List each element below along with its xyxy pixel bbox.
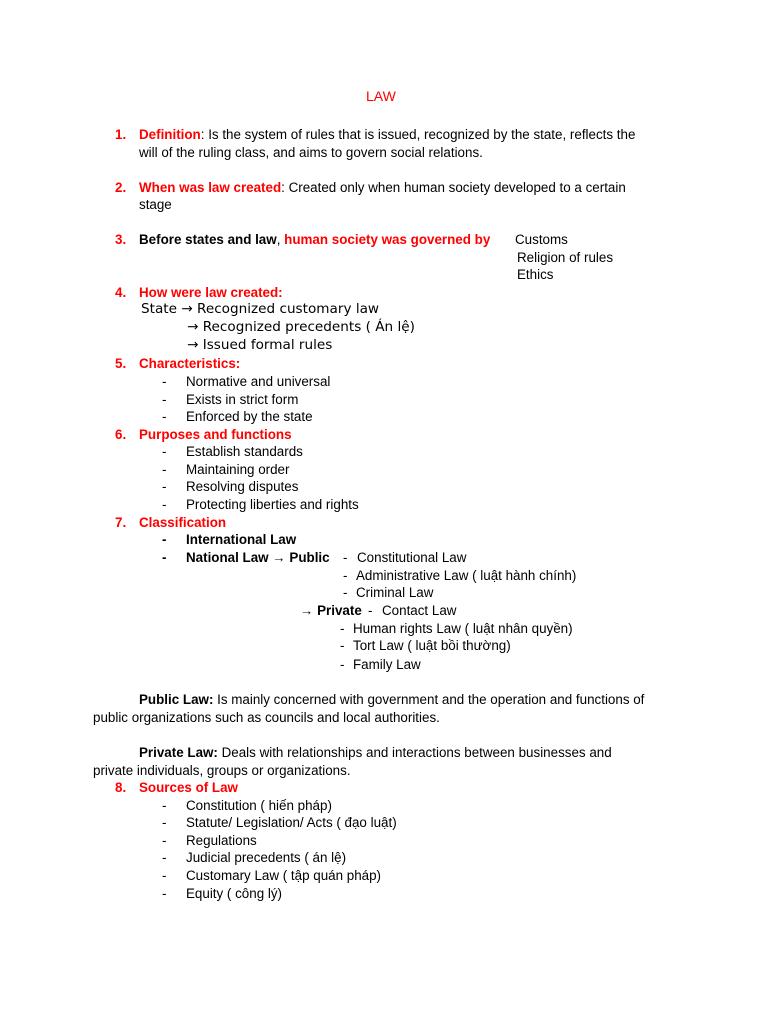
list-item: Protecting liberties and rights — [186, 497, 359, 512]
list-item: Regulations — [186, 833, 257, 848]
bold-text: Before states and law — [139, 232, 277, 247]
dash-bullet: - — [340, 621, 345, 636]
section-when-created — [139, 179, 626, 196]
section-label: How were law created: — [139, 285, 283, 300]
section-number: 6. — [115, 427, 127, 442]
section-text: : Created only when human society developed to a certain — [281, 180, 626, 195]
governance-item: Ethics — [517, 267, 554, 282]
dash-bullet: - — [162, 798, 167, 813]
public-law-item: Criminal Law — [356, 585, 434, 600]
section-number: 3. — [115, 232, 127, 247]
section-label: Classification — [139, 515, 227, 530]
dash-bullet: - — [162, 886, 167, 901]
list-item: Establish standards — [186, 444, 303, 459]
list-item: Exists in strict form — [186, 392, 299, 407]
list-item: Enforced by the state — [186, 409, 313, 424]
dash-bullet: - — [368, 603, 373, 618]
section-label: Sources of Law — [139, 780, 238, 795]
dash-bullet: - — [162, 392, 167, 407]
dash-bullet: - — [162, 550, 167, 565]
public-law-paragraph — [139, 691, 644, 708]
paragraph-label: Private Law: — [139, 745, 218, 760]
list-item: Customary Law ( tập quán pháp) — [186, 868, 382, 883]
paragraph-text: Deals with relationships and interactions between businesses and — [217, 745, 612, 760]
section-text-line: stage — [139, 197, 172, 212]
list-item: Judicial precedents ( án lệ) — [186, 850, 347, 865]
dash-bullet: - — [340, 657, 345, 672]
law-creation-line: → Recognized precedents ( Án lệ) — [187, 319, 415, 335]
paragraph-text-line: private individuals, groups or organizations. — [93, 763, 351, 778]
private-law-item: Family Law — [353, 657, 421, 672]
list-item: Constitution ( hiến pháp) — [186, 798, 332, 813]
section-text: : Is the system of rules that is issued, recognized by the state, reflects the — [200, 127, 636, 142]
dash-bullet: - — [162, 868, 167, 883]
law-creation-line: → Issued formal rules — [187, 337, 333, 353]
dash-bullet: - — [162, 815, 167, 830]
public-law-item: Constitutional Law — [357, 550, 467, 565]
classification-international: International Law — [186, 532, 297, 547]
list-item: Equity ( công lý) — [186, 886, 283, 901]
section-text-line: will of the ruling class, and aims to govern social relations. — [139, 145, 483, 160]
dash-bullet: - — [162, 833, 167, 848]
section-label: When was law created — [139, 180, 282, 195]
section-label: Purposes and functions — [139, 427, 292, 442]
comma: , — [276, 232, 281, 247]
dash-bullet: - — [162, 374, 167, 389]
dash-bullet: - — [162, 497, 167, 512]
section-number: 1. — [115, 127, 127, 142]
private-law-item: Tort Law ( luật bồi thường) — [353, 638, 511, 653]
section-label: Characteristics: — [139, 356, 241, 371]
law-creation-line: State → Recognized customary law — [141, 301, 380, 317]
section-number: 7. — [115, 515, 127, 530]
list-item: Statute/ Legislation/ Acts ( đạo luật) — [186, 815, 397, 830]
section-number: 4. — [115, 285, 127, 300]
private-law-item: Human rights Law ( luật nhân quyền) — [353, 621, 573, 636]
dash-bullet: - — [343, 550, 348, 565]
section-label: human society was governed by — [284, 232, 491, 247]
classification-private: → Private — [300, 603, 362, 618]
dash-bullet: - — [343, 568, 348, 583]
governance-item: Customs — [515, 232, 568, 247]
public-law-item: Administrative Law ( luật hành chính) — [356, 568, 577, 583]
section-definition — [139, 126, 635, 143]
section-before-states — [139, 231, 490, 248]
section-label: Definition — [139, 127, 201, 142]
document-title: LAW — [366, 88, 396, 104]
private-law-paragraph — [139, 744, 612, 761]
section-number: 2. — [115, 180, 127, 195]
dash-bullet: - — [162, 532, 167, 547]
list-item: Maintaining order — [186, 462, 290, 477]
dash-bullet: - — [162, 444, 167, 459]
paragraph-label: Public Law: — [139, 692, 214, 707]
dash-bullet: - — [162, 462, 167, 477]
governance-item: Religion of rules — [517, 250, 614, 265]
list-item: Normative and universal — [186, 374, 331, 389]
private-law-item: Contact Law — [382, 603, 457, 618]
section-number: 8. — [115, 780, 127, 795]
list-item: Resolving disputes — [186, 479, 299, 494]
classification-national-public: National Law → Public — [186, 550, 330, 565]
section-number: 5. — [115, 356, 127, 371]
paragraph-text: Is mainly concerned with government and the operation and functions of — [213, 692, 645, 707]
dash-bullet: - — [343, 585, 348, 600]
dash-bullet: - — [162, 479, 167, 494]
dash-bullet: - — [162, 850, 167, 865]
paragraph-text-line: public organizations such as councils and local authorities. — [93, 710, 440, 725]
dash-bullet: - — [340, 638, 345, 653]
dash-bullet: - — [162, 409, 167, 424]
